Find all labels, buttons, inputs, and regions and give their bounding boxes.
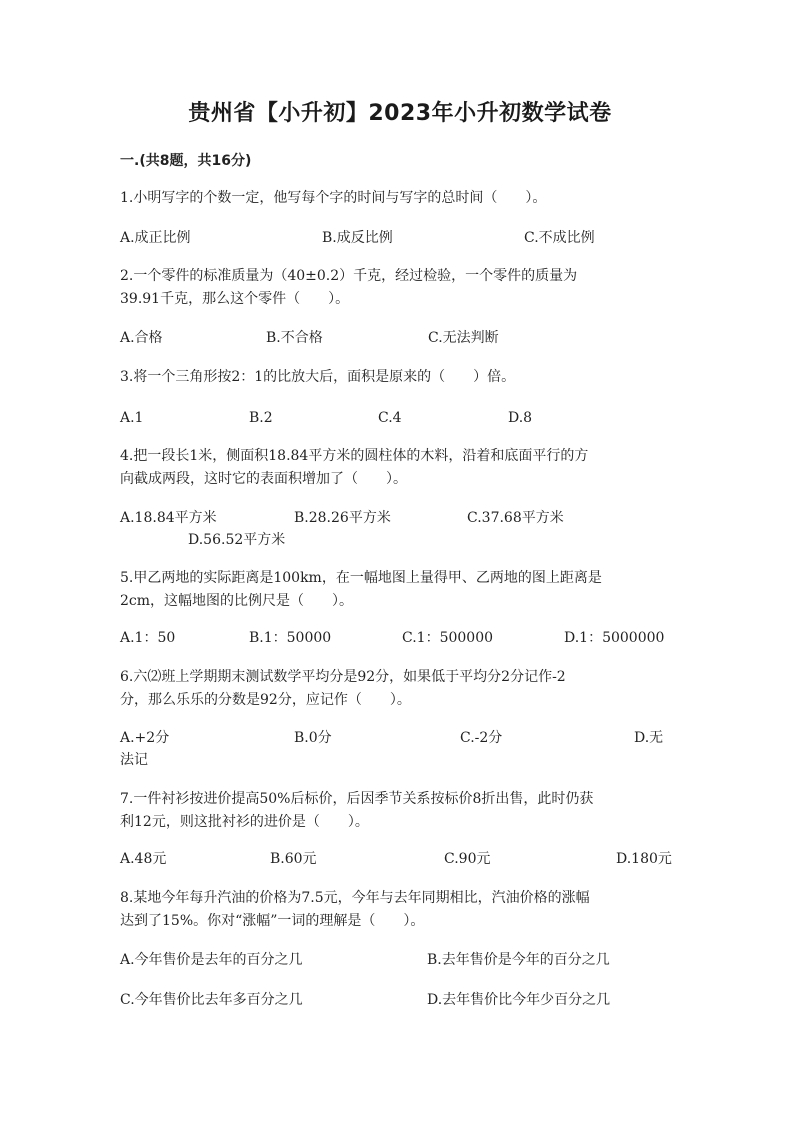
question-6-option-c: C.-2分	[460, 730, 503, 746]
question-7-option-d: D.180元	[616, 851, 672, 867]
question-5-option-c: C.1：500000	[402, 630, 494, 646]
question-8-option-c: C.今年售价比去年多百分之几	[120, 992, 303, 1008]
question-6-option-b: B.0分	[294, 730, 332, 746]
question-6-option-d-continued: 法记	[120, 752, 148, 768]
question-3-option-c: C.4	[378, 410, 402, 426]
question-2-text-line-1: 2.一个零件的标准质量为（40±0.2）千克，经过检验，一个零件的质量为	[120, 268, 578, 284]
question-8-option-b: B.去年售价是今年的百分之几	[427, 952, 610, 968]
question-6-option-d: D.无	[634, 730, 664, 746]
question-4-option-d: D.56.52平方米	[188, 532, 286, 548]
question-2-option-a: A.合格	[120, 330, 163, 346]
section-heading: 一.(共8题，共16分)	[120, 153, 252, 169]
question-1-option-a: A.成正比例	[120, 230, 191, 246]
question-8-text-line-1: 8.某地今年每升汽油的价格为7.5元，今年与去年同期相比，汽油价格的涨幅	[120, 890, 590, 906]
question-7-text-line-2: 利12元，则这批衬衫的进价是（ ）。	[120, 814, 369, 830]
question-2-option-c: C.无法判断	[428, 330, 499, 346]
question-3-option-d: D.8	[508, 410, 533, 426]
question-8-text-line-2: 达到了15%。你对“涨幅”一词的理解是（ ）。	[120, 913, 425, 929]
question-1-option-b: B.成反比例	[322, 230, 393, 246]
question-7-option-a: A.48元	[120, 851, 167, 867]
question-7-option-c: C.90元	[444, 851, 491, 867]
question-5-text-line-2: 2cm，这幅地图的比例尺是（ ）。	[120, 593, 354, 609]
question-7-text-line-1: 7.一件衬衫按进价提高50%后标价，后因季节关系按标价8折出售，此时仍获	[120, 791, 594, 807]
question-7-option-b: B.60元	[270, 851, 317, 867]
question-5-option-a: A.1：50	[120, 630, 176, 646]
question-4-option-a: A.18.84平方米	[120, 510, 217, 526]
question-3-option-a: A.1	[120, 410, 144, 426]
question-2-text-line-2: 39.91千克，那么这个零件（ ）。	[120, 291, 350, 307]
question-1-text: 1.小明写字的个数一定，他写每个字的时间与写字的总时间（ ）。	[120, 190, 547, 206]
question-4-text-line-2: 向截成两段，这时它的表面积增加了（ ）。	[120, 471, 407, 487]
question-8-option-a: A.今年售价是去年的百分之几	[120, 952, 303, 968]
question-4-option-c: C.37.68平方米	[467, 510, 564, 526]
question-5-option-b: B.1：50000	[249, 630, 332, 646]
question-6-text-line-1: 6.六⑵班上学期期末测试数学平均分是92分，如果低于平均分2分记作-2	[120, 669, 566, 685]
question-6-text-line-2: 分，那么乐乐的分数是92分，应记作（ ）。	[120, 692, 411, 708]
question-3-option-b: B.2	[249, 410, 273, 426]
question-5-option-d: D.1：5000000	[564, 630, 665, 646]
question-5-text-line-1: 5.甲乙两地的实际距离是100km，在一幅地图上量得甲、乙两地的图上距离是	[120, 570, 602, 586]
question-3-text: 3.将一个三角形按2：1的比放大后，面积是原来的（ ）倍。	[120, 369, 516, 385]
question-1-option-c: C.不成比例	[524, 230, 595, 246]
question-8-option-d: D.去年售价比今年少百分之几	[427, 992, 611, 1008]
question-4-text-line-1: 4.把一段长1米，侧面积18.84平方米的圆柱体的木料，沿着和底面平行的方	[120, 448, 589, 464]
page-title: 贵州省【小升初】2023年小升初数学试卷	[188, 101, 612, 126]
question-2-option-b: B.不合格	[266, 330, 323, 346]
question-4-option-b: B.28.26平方米	[294, 510, 391, 526]
question-6-option-a: A.+2分	[120, 730, 170, 746]
